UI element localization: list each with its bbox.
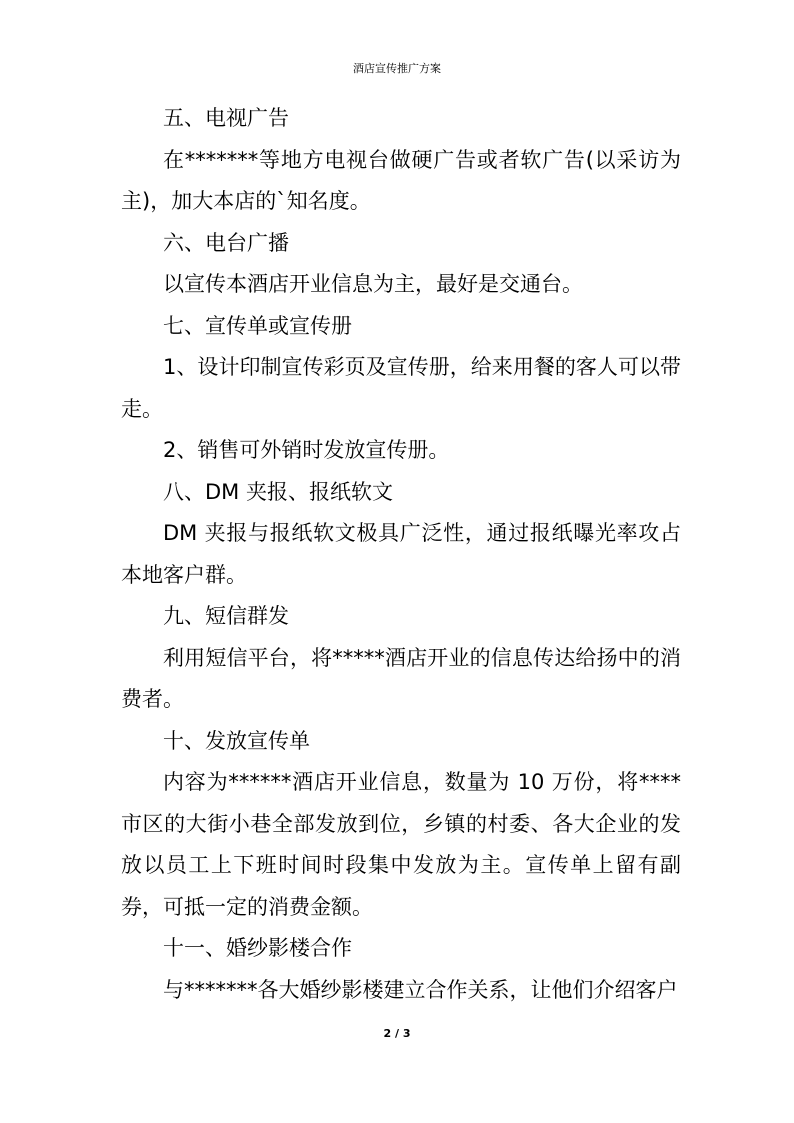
section-heading-tv-ads: 五、电视广告 [163,106,289,130]
paragraph-tv-ads: 在*******等地方电视台做硬广告或者软广告(以采访为主)，加大本店的`知名度。 [121,147,681,213]
paragraph-flyers-2: 2、销售可外销时发放宣传册。 [163,438,450,462]
section-heading-sms: 九、短信群发 [163,604,289,628]
paragraph-radio: 以宣传本酒店开业信息为主，最好是交通台。 [163,272,583,296]
section-heading-dm-newspaper: 八、DM 夹报、报纸软文 [163,479,393,504]
section-heading-wedding-studio: 十一、婚纱影楼合作 [163,936,352,960]
paragraph-sms: 利用短信平台，将*****酒店开业的信息传达给扬中的消费者。 [121,645,681,711]
page-header-title: 酒店宣传推广方案 [353,62,441,75]
paragraph-flyers-1: 1、设计印制宣传彩页及宣传册，给来用餐的客人可以带走。 [121,355,681,421]
paragraph-leaflets: 内容为******酒店开业信息，数量为 10 万份，将****市区的大街小巷全部发放到位，乡镇的村委、各大企业的发放以员工上下班时间时段集中发放为主。宣传单上留有副券，可抵一定的消费金额。 [121,770,681,919]
section-heading-radio: 六、电台广播 [163,230,289,255]
section-heading-leaflets: 十、发放宣传单 [163,728,310,753]
paragraph-dm-newspaper: DM 夹报与报纸软文极具广泛性，通过报纸曝光率攻占本地客户群。 [121,521,681,587]
document-body [121,98,681,1011]
page-number: 2 / 3 [383,1027,411,1040]
section-heading-flyers-brochures: 七、宣传单或宣传册 [163,313,352,338]
paragraph-wedding-studio: 与*******各大婚纱影楼建立合作关系，让他们介绍客户 [163,977,678,1002]
